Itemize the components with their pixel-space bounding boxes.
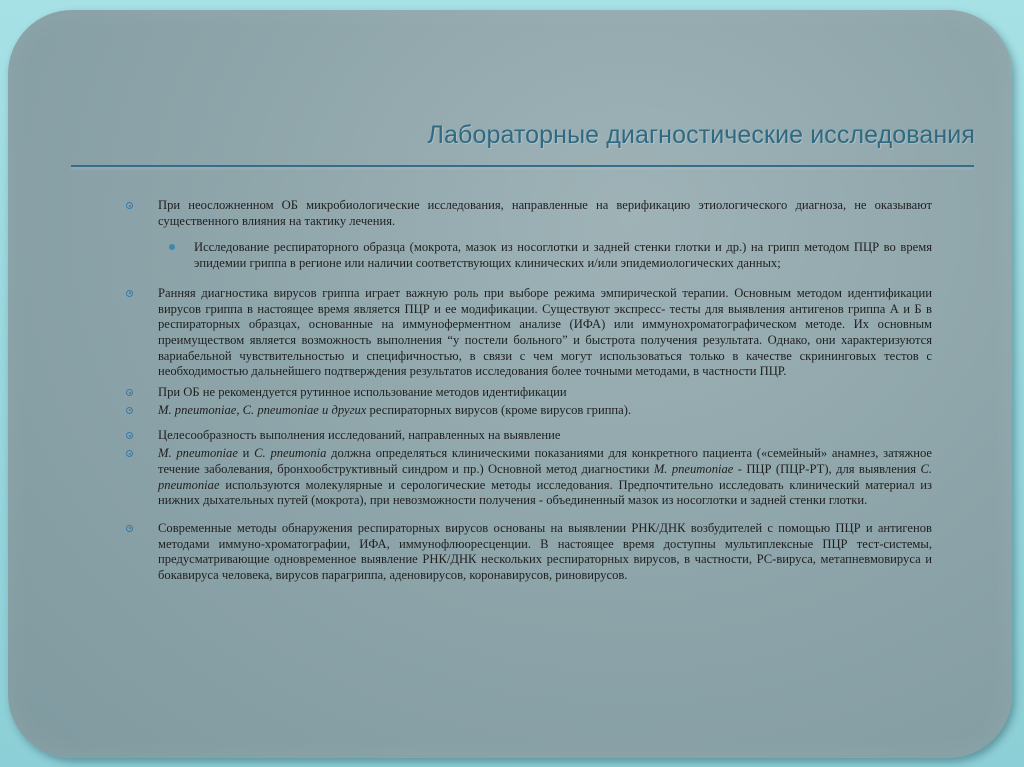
ring-bullet-icon: [126, 290, 133, 297]
slide-content: [158, 198, 932, 584]
list-item-text: используются молекулярные и серологические методы исследования. Предпочтительно исследовать клинический материал из нижних дыхательных путей (мокрота), при невозможности получения - объединенный мазок из носоглотки и задней стенки глотки.: [158, 477, 932, 508]
slide-panel: [8, 10, 1012, 758]
list-item: [158, 521, 932, 584]
ring-bullet-icon: [126, 450, 133, 457]
list-item: [158, 446, 932, 509]
ring-bullet-icon: [126, 407, 133, 414]
list-item-text: Современные методы обнаружения респираторных вирусов основаны на выявлении РНК/ДНК возбудителей с помощью ПЦР и антигенов методами иммуно-хроматографии, ИФА, иммунофлюоресценции. В настоящее время доступны мультиплексные ПЦР тест-системы, предусматривающие одновременное выявление РНК/ДНК нескольких респираторных вирусов, в частности, РС-вируса, метапневмовируса и бокавируса человека, вирусов парагриппа, аденовирусов, коронавирусов, риновирусов.: [158, 520, 932, 583]
list-item-text: должна определяться клиническими показаниями для конкретного пациента («семейный» анамнез, затяжное течение заболевания, бронхообструктивный синдром и пр.) Основной метод диагностики: [158, 446, 932, 476]
list-item-italic: C. pneumonia: [254, 446, 327, 461]
list-item-text: При ОБ не рекомендуется рутинное использование методов идентификации: [158, 385, 567, 400]
list-item: [158, 403, 932, 419]
ring-bullet-icon: [126, 432, 133, 439]
list-item-text: - ПЦР (ПЦР-РТ), для выявления: [733, 461, 921, 476]
list-item: [158, 385, 932, 401]
list-item-italic: M. pneumoniae, C. pneumoniae и других: [158, 402, 367, 417]
list-item-text: респираторных вирусов (кроме вирусов гриппа).: [366, 402, 632, 417]
sub-list-item-text: Исследование респираторного образца (мокрота, мазок из носоглотки и задней стенки глотки и др.) на грипп методом ПЦР во время эпидемии гриппа в регионе или наличии соответствующих клинических и/или эпидемиологических данных;: [194, 240, 932, 271]
list-item-text: При неосложненном ОБ микробиологические исследования, направленные на верификацию этиологического диагноза, не оказывают существенного влияния на тактику лечения.: [158, 198, 932, 228]
ring-bullet-icon: [126, 202, 133, 209]
list-item-text: Целесообразность выполнения исследований, направленных на выявление: [158, 428, 561, 443]
list-item-italic: C. pneumoniae: [158, 461, 932, 492]
list-item-text: и: [237, 446, 255, 461]
list-item: [158, 198, 932, 229]
slide-title: Лабораторные диагностические исследования: [427, 121, 975, 149]
ring-bullet-icon: [126, 389, 133, 396]
list-item: [158, 286, 932, 380]
list-item: [158, 428, 932, 444]
dot-bullet-icon: [169, 244, 175, 250]
title-divider: [71, 165, 974, 167]
sub-list-item: [194, 240, 932, 271]
list-item-text: Ранняя диагностика вирусов гриппа играет важную роль при выборе режима эмпирической терапии. Основным методом идентификации вирусов гриппа в настоящее время является ПЦР и ее модификации. Существуют экспресс- тесты для выявления антигенов гриппа А и Б в респираторных образцах, основанные на иммуноферментном анализе (ИФА) или иммунохроматографическом методе. Их основным преимуществом является возможность выполнения “у постели больного” и быстрота получения результата. Однако, они характеризуются вариабельной чувствительностью и специфичностью, в связи с чем могут использоваться только в качестве скрининговых тестов с необходимостью дальнейшего подтверждения результатов исследования более точными методами, в частности ПЦР.: [158, 285, 932, 379]
list-item-italic: M. pneumoniae: [158, 446, 238, 461]
list-item-italic: M. pneumoniae: [653, 461, 734, 476]
ring-bullet-icon: [126, 525, 133, 532]
